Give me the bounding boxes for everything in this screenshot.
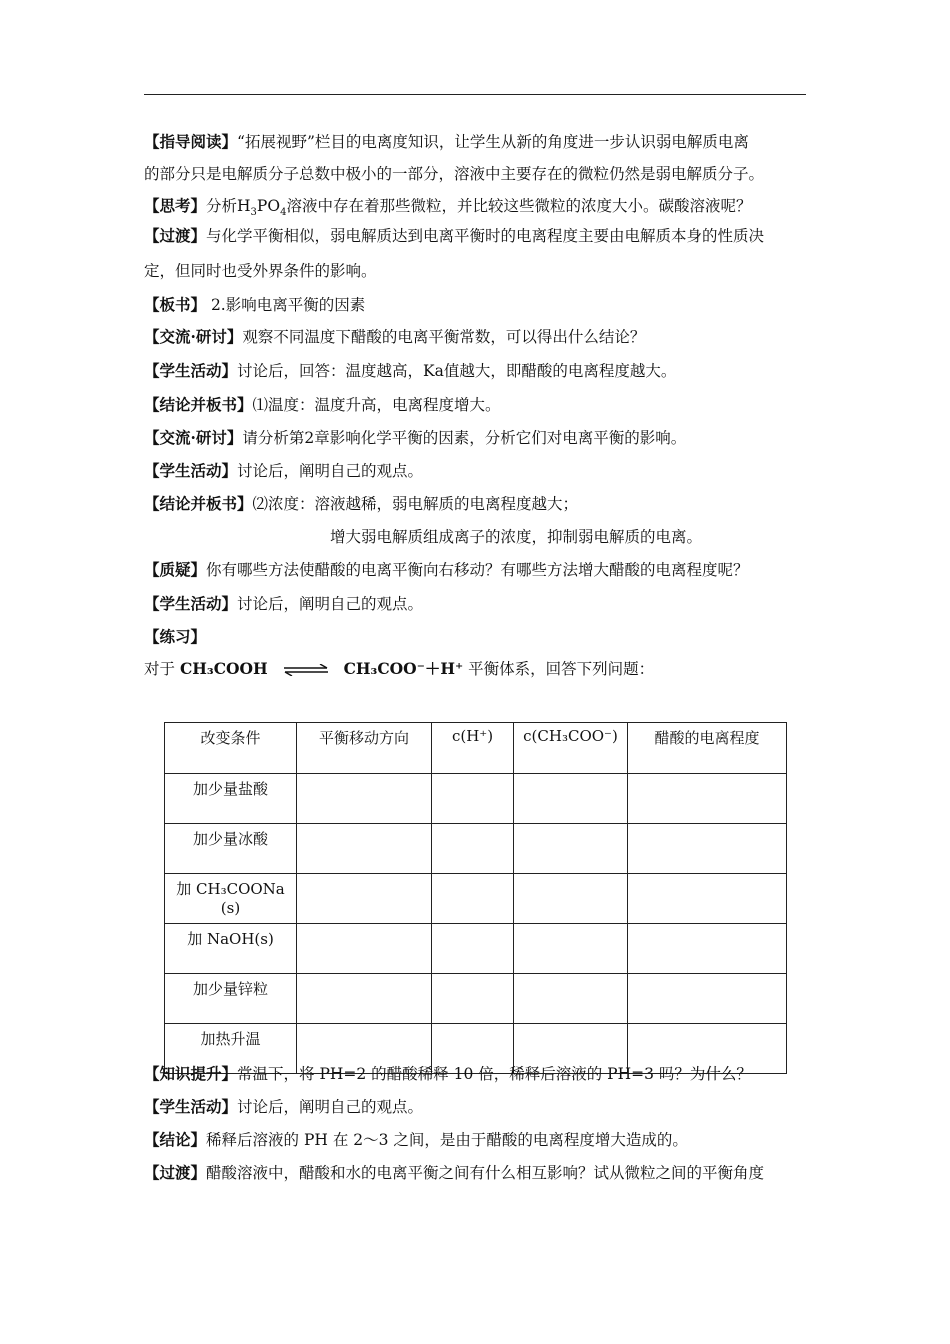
paragraph-line: 【学生活动】讨论后，阐明自己的观点。 <box>144 461 424 480</box>
paragraph-line: 【过渡】与化学平衡相似，弱电解质达到电离平衡时的电离程度主要由电解质本身的性质决 <box>144 226 765 245</box>
answer-cell[interactable] <box>628 924 787 974</box>
condition-cell: 加 CH₃COONa (s) <box>165 874 297 924</box>
paragraph-line: 【交流·研讨】请分析第2章影响化学平衡的因素，分析它们对电离平衡的影响。 <box>144 428 687 447</box>
answer-cell[interactable] <box>432 824 514 874</box>
paragraph-line: 【结论并板书】⑴温度：温度升高，电离程度增大。 <box>144 395 501 414</box>
answer-cell[interactable] <box>432 924 514 974</box>
answer-cell[interactable] <box>514 824 628 874</box>
answer-cell[interactable] <box>514 974 628 1024</box>
condition-cell: 加 NaOH(s) <box>165 924 297 974</box>
answer-cell[interactable] <box>432 974 514 1024</box>
answer-cell[interactable] <box>432 774 514 824</box>
answer-cell[interactable] <box>297 874 432 924</box>
header-condition: 改变条件 <box>165 723 297 774</box>
paragraph-line: 【板书】 2.影响电离平衡的因素 <box>144 295 366 314</box>
paragraph-line: 【学生活动】讨论后，阐明自己的观点。 <box>144 1097 424 1116</box>
answer-cell[interactable] <box>514 874 628 924</box>
equation-left: CH₃COOH <box>179 659 268 678</box>
practice-table <box>164 722 787 1074</box>
answer-cell[interactable] <box>514 924 628 974</box>
table-row <box>165 824 787 874</box>
paragraph-line: 【交流·研讨】观察不同温度下醋酸的电离平衡常数，可以得出什么结论？ <box>144 327 646 346</box>
paragraph-line: 【练习】 <box>144 627 207 646</box>
answer-cell[interactable] <box>297 774 432 824</box>
condition-cell: 加少量锌粒 <box>165 974 297 1024</box>
answer-cell[interactable] <box>628 824 787 874</box>
paragraph-line: 【知识提升】常温下，将 PH=2 的醋酸稀释 10 倍，稀释后溶液的 PH=3 吗？为什么？ <box>144 1064 752 1083</box>
table-row <box>165 974 787 1024</box>
paragraph-line: 【结论并板书】⑵浓度：溶液越稀，弱电解质的电离程度越大； <box>144 494 579 513</box>
answer-cell[interactable] <box>432 874 514 924</box>
equation-right: CH₃COO⁻＋H⁺ <box>343 659 464 678</box>
equation-line: 对于 CH₃COOH CH₃COO⁻＋H⁺ 平衡体系，回答下列问题： <box>144 659 655 678</box>
paragraph-line: 【过渡】醋酸溶液中，醋酸和水的电离平衡之间有什么相互影响？试从微粒之间的平衡角度 <box>144 1163 765 1182</box>
answer-cell[interactable] <box>628 974 787 1024</box>
paragraph-line: 【学生活动】讨论后，阐明自己的观点。 <box>144 594 424 613</box>
paragraph-line: 【学生活动】讨论后，回答：温度越高，Ka值越大，即醋酸的电离程度越大。 <box>144 361 677 380</box>
header-ionization-degree: 醋酸的电离程度 <box>628 723 787 774</box>
answer-cell[interactable] <box>297 924 432 974</box>
answer-cell[interactable] <box>297 974 432 1024</box>
equilibrium-arrow-icon <box>283 664 329 676</box>
paragraph-line: 【指导阅读】“拓展视野”栏目的电离度知识，让学生从新的角度进一步认识弱电解质电离 <box>144 132 749 151</box>
table-row <box>165 874 787 924</box>
paragraph-line: 定，但同时也受外界条件的影响。 <box>144 262 377 280</box>
header-h-concentration: c(H⁺) <box>432 723 514 774</box>
paragraph-line: 【质疑】你有哪些方法使醋酸的电离平衡向右移动？有哪些方法增大醋酸的电离程度呢？ <box>144 560 749 579</box>
answer-cell[interactable] <box>628 874 787 924</box>
header-rule <box>144 94 806 95</box>
answer-cell[interactable] <box>514 774 628 824</box>
answer-cell[interactable] <box>628 774 787 824</box>
answer-cell[interactable] <box>297 824 432 874</box>
table-header-row <box>165 723 787 774</box>
paragraph-line: 【思考】分析$H_3PO_4$溶液中存在着那些微粒，并比较这些微粒的浓度大小。碳酸溶液呢？ <box>144 196 752 219</box>
header-direction: 平衡移动方向 <box>297 723 432 774</box>
header-acetate-concentration: c(CH₃COO⁻) <box>514 723 628 774</box>
paragraph-line: 增大弱电解质组成离子的浓度，抑制弱电解质的电离。 <box>330 528 703 546</box>
paragraph-line: 【结论】稀释后溶液的 PH 在 2～3 之间，是由于醋酸的电离程度增大造成的。 <box>144 1130 688 1149</box>
condition-cell: 加少量冰酸 <box>165 824 297 874</box>
condition-cell: 加少量盐酸 <box>165 774 297 824</box>
table-row <box>165 774 787 824</box>
table-row <box>165 924 787 974</box>
condition-cell: 加热升温 <box>165 1024 297 1074</box>
paragraph-line: 的部分只是电解质分子总数中极小的一部分，溶液中主要存在的微粒仍然是弱电解质分子。 <box>144 165 765 183</box>
